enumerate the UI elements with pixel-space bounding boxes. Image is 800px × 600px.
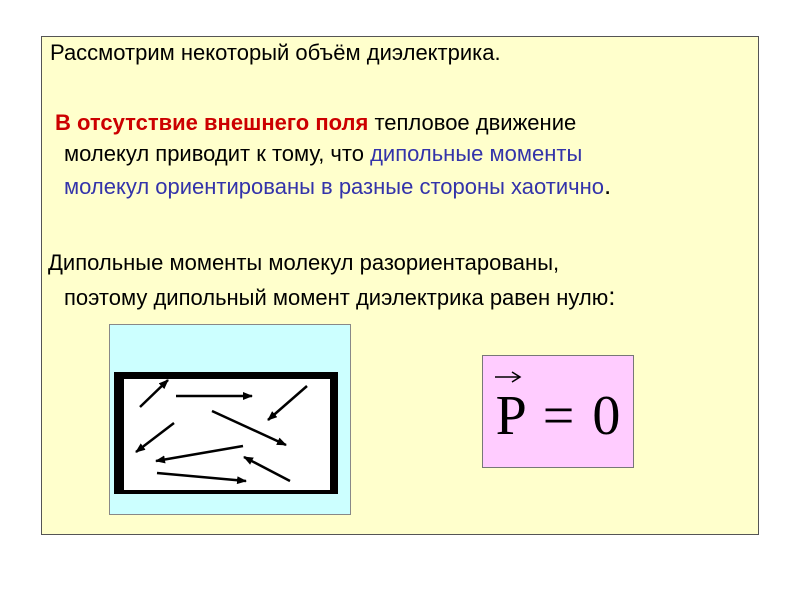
zero-moment-text: поэтому дипольный момент диэлектрика равен нулю	[64, 285, 609, 310]
dipole-moments-text: дипольные моменты	[370, 141, 583, 166]
period: .	[604, 170, 612, 200]
dielectric-illustration	[110, 325, 352, 516]
conclusion-line1: Дипольные моменты молекул разориентарованы,	[48, 250, 560, 275]
paragraph-no-field-line1	[55, 107, 576, 138]
zero-value: 0	[592, 385, 621, 447]
thermal-motion-text: тепловое движение	[374, 110, 577, 135]
polarization-symbol: P	[495, 385, 525, 447]
molecules-text: молекул приводит к тому, что	[64, 141, 364, 166]
paragraph-no-field-line3	[64, 170, 611, 202]
equals-sign: =	[542, 385, 575, 447]
paragraph-no-field-line2	[64, 138, 582, 169]
colon: :	[608, 281, 616, 311]
conclusion-line2	[64, 281, 615, 313]
chaotic-orientation-text: молекул ориентированы в разные стороны хаотично	[64, 174, 604, 199]
intro-line: Рассмотрим некоторый объём диэлектрика.	[50, 40, 501, 65]
vector-arrow-icon	[493, 370, 523, 384]
dielectric-diagram	[109, 324, 351, 515]
emphasis-no-external-field: В отсутствие внешнего поля	[55, 110, 369, 135]
polarization-formula	[483, 386, 633, 446]
formula-box	[482, 355, 634, 468]
